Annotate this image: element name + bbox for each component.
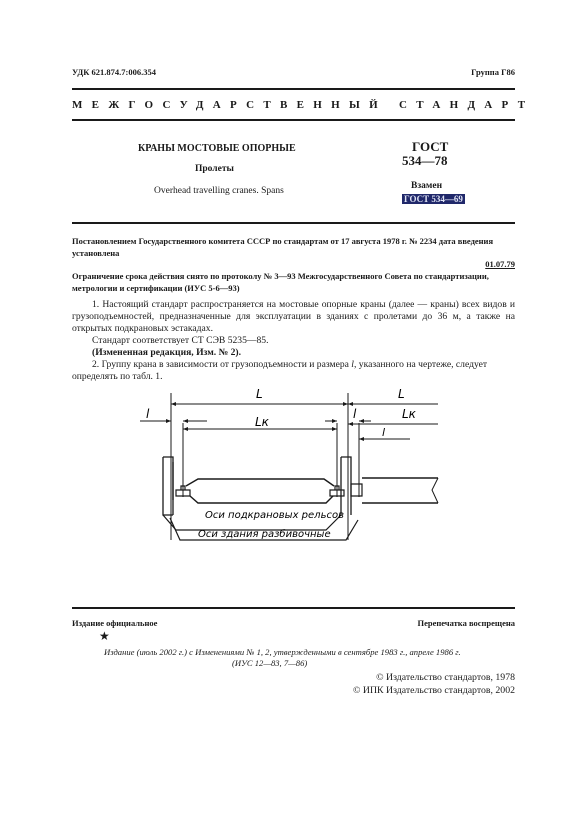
copyright-1978: © Издательство стандартов, 1978 (376, 672, 515, 683)
crane-bridge-top (186, 479, 334, 486)
gost-number: 534—78 (402, 153, 448, 168)
udc-code: УДК 621.874.7:006.354 (72, 67, 156, 77)
label-rails-axes: Оси подкрановых рельсов (205, 510, 344, 521)
reprint-forbidden: Перепечатка воспрещена (417, 618, 515, 628)
edition-line-1: Издание (июль 2002 г.) с Изменениями № 1, 2, утвержденными в сентябре 1983 г., апреле 1986 г. (104, 647, 461, 657)
title-en: Overhead travelling cranes. Spans (154, 186, 284, 196)
right-column (341, 457, 351, 515)
label-l-right: l (382, 426, 386, 439)
title-sub: Пролеты (195, 164, 234, 174)
decree-text: Постановлением Государственного комитета СССР по стандартам от 17 августа 1978 г. № 2234 дата введения установлена (72, 236, 494, 258)
adjacent-bridge (362, 478, 438, 503)
crane-bridge-bottom (190, 496, 333, 503)
gost-label: ГОСТ (412, 139, 449, 154)
break-mark (432, 478, 438, 503)
paragraph-sev: Стандарт соответствует СТ СЭВ 5235—85. (92, 335, 269, 346)
label-L: L (256, 387, 263, 401)
replaces-gost: ГОСТ 534—69 (404, 194, 463, 204)
label-l-left: l (146, 407, 150, 421)
title-ru: КРАНЫ МОСТОВЫЕ ОПОРНЫЕ (138, 143, 296, 154)
right-rail-2 (351, 484, 362, 496)
edition-line-2: (ИУС 12—83, 7—86) (232, 658, 308, 668)
paragraph-1: 1. Настоящий стандарт распространяется на мостовые опорные краны (далее — краны) всех видов и грузоподъемностей, предназначенные для эксплуатации в зданиях с пролетами до 36 м, а также на открытых подкрановых эстакадах. (72, 299, 515, 334)
label-Lk: Lк (255, 415, 269, 429)
group-code: Группа Г86 (471, 67, 515, 77)
label-building-axes: Оси здания разбивочные (198, 529, 331, 540)
decree-date: 01.07.79 (485, 259, 515, 269)
copyright-2002: © ИПК Издательство стандартов, 2002 (352, 685, 515, 696)
label-l-mid: l (353, 407, 357, 421)
label-Lk-right: Lк (402, 407, 416, 421)
replaces-label: Взамен (411, 181, 443, 191)
star-icon: ★ (99, 629, 110, 643)
paragraph-2-var: l (351, 359, 354, 370)
standard-banner: МЕЖГОСУДАРСТВЕННЫЙ СТАНДАРТ (72, 99, 535, 111)
official-edition: Издание официальное (72, 618, 158, 628)
footer-rule (72, 607, 515, 609)
paragraph-2-part1: 2. Группу крана в зависимости от грузоподъемности и размера (92, 359, 352, 370)
paragraph-2-part2: , указанного на чертеже, следует определять по табл. 1. (72, 359, 488, 382)
label-L-right: L (398, 387, 405, 401)
limit-text: Ограничение срока действия снято по протоколу № 3—93 Межгосударственного Совета по стандартизации, метрологии и сертификации (ИУС 5-6—93) (72, 271, 489, 293)
amendment-note: (Измененная редакция, Изм. № 2). (92, 347, 242, 358)
